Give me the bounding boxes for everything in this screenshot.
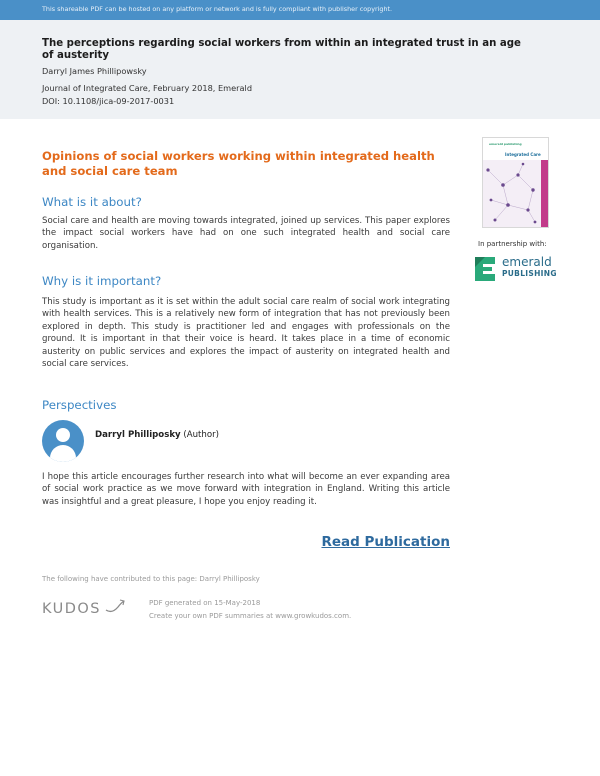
create-summaries-note: Create your own PDF summaries at www.growkudos.com. bbox=[149, 612, 352, 620]
emerald-e-icon bbox=[472, 253, 498, 283]
top-banner bbox=[0, 0, 600, 20]
doi[interactable]: DOI: 10.1108/jica-09-2017-0031 bbox=[42, 96, 175, 106]
generated-date: PDF generated on 15-May-2018 bbox=[149, 599, 261, 607]
importance-text: This study is important as it is set within the adult social care realm of social work integrating with health services. This is a relatively new form of integration that has not previously been explored in depth. This study is practitioner led and engages with professionals on the ground. It is important in that their voice is heard. It takes place in a time of economic austerity on public services and explores the impact of austerity on integrated health and social care services. bbox=[42, 297, 450, 370]
perspectives-heading: Perspectives bbox=[42, 398, 117, 412]
journal-cover[interactable] bbox=[482, 137, 549, 228]
journal-info: Journal of Integrated Care, February 2018, Emerald bbox=[42, 83, 253, 93]
person-icon-body bbox=[50, 445, 76, 462]
emerald-wordmark: emerald bbox=[502, 255, 552, 269]
kudos-swoosh-icon bbox=[104, 598, 126, 614]
perspective-author-name: Darryl Philliposky bbox=[95, 430, 181, 440]
cover-network-graphic bbox=[483, 160, 549, 228]
shareable-note: This shareable PDF can be hosted on any platform or network and is fully compliant with publisher copyright. bbox=[42, 5, 393, 13]
article-header bbox=[0, 20, 600, 119]
contributors-note: The following have contributed to this page: Darryl Philliposky bbox=[42, 575, 260, 583]
publishing-wordmark: PUBLISHING bbox=[502, 269, 557, 278]
summary-title: Opinions of social workers working within integrated health and social care team bbox=[42, 149, 435, 178]
emerald-publishing-logo[interactable] bbox=[472, 252, 562, 284]
kudos-logo[interactable] bbox=[42, 598, 132, 620]
read-publication-link[interactable]: Read Publication bbox=[321, 534, 450, 550]
perspective-author-role: (Author) bbox=[183, 430, 220, 440]
cover-title: Integrated Care bbox=[505, 152, 541, 157]
person-icon-head bbox=[56, 428, 70, 442]
importance-heading: Why is it important? bbox=[42, 274, 162, 288]
partnership-label: In partnership with: bbox=[478, 240, 547, 248]
perspective-author bbox=[95, 430, 219, 440]
article-author: Darryl James Phillipowsky bbox=[42, 66, 147, 76]
about-heading: What is it about? bbox=[42, 195, 142, 209]
about-text: Social care and health are moving towards integrated, joined up services. This paper explores the impact social workers have had on one such integrated health and social care organisation. bbox=[42, 216, 450, 251]
perspective-text: I hope this article encourages further research into what will become an ever expanding area of social work practice as we move forward with integration in England. Writing this article was insightful and a great pleasure, I hope you enjoy reading it. bbox=[42, 472, 450, 507]
cover-publisher: emerald publishing bbox=[489, 142, 522, 146]
avatar bbox=[42, 420, 84, 462]
article-title: The perceptions regarding social workers from within an integrated trust in an age of austerity bbox=[42, 38, 521, 61]
kudos-wordmark: KUDOS bbox=[42, 601, 102, 617]
